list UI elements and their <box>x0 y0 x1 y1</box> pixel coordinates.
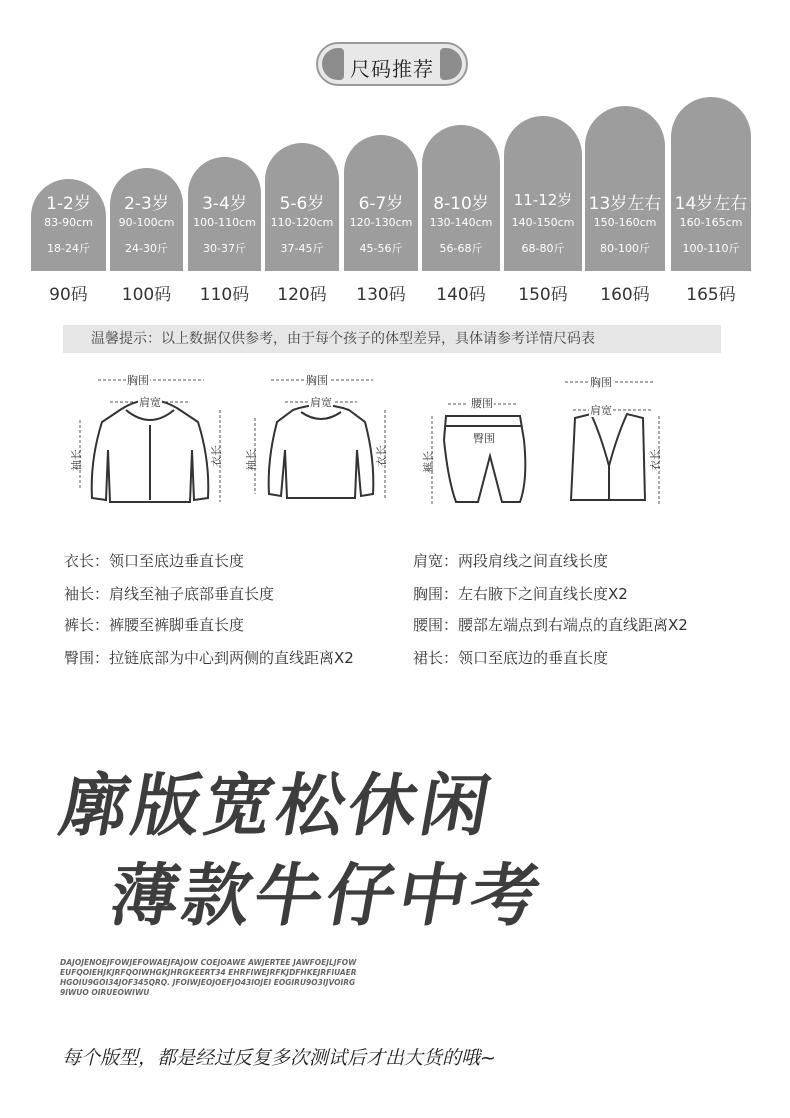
size-recommend-header <box>316 42 468 86</box>
size-age: 13岁左右 <box>588 194 662 214</box>
size-column <box>110 168 183 271</box>
vest-shoulder-label: 肩宽 <box>590 404 612 417</box>
size-code: 100码 <box>121 285 172 305</box>
size-age: 1-2岁 <box>46 194 91 214</box>
size-arch <box>265 143 339 271</box>
size-arch <box>188 157 261 271</box>
slogan-line-1: 廓版宽松休闲 <box>53 767 500 846</box>
definition-item: 腰围：腰部左端点到右端点的直线距离X2 <box>413 616 688 634</box>
size-age: 3-4岁 <box>202 194 247 214</box>
size-arch <box>31 179 106 271</box>
pants-inseam-label: 裤长 <box>422 451 435 473</box>
size-code: 140码 <box>436 285 486 305</box>
vest-length-label: 衣长 <box>649 449 662 471</box>
hoodie-diagram <box>70 370 230 520</box>
hoodie-shoulder-label: 肩宽 <box>139 396 161 409</box>
size-code: 130码 <box>356 285 406 305</box>
size-age: 6-7岁 <box>358 194 404 214</box>
size-weight: 30-37斤 <box>203 242 246 255</box>
bottom-caption: 每个版型，都是经过反复多次测试后才出大货的哦~ <box>62 1047 496 1069</box>
size-height: 150-160cm <box>593 216 657 229</box>
size-height: 140-150cm <box>511 216 575 229</box>
header-title: 尺码推荐 <box>350 57 434 81</box>
size-height: 83-90cm <box>44 216 93 229</box>
definition-item: 袖长：肩线至袖子底部垂直长度 <box>64 585 275 603</box>
definition-item: 衣长：领口至底边垂直长度 <box>64 552 245 570</box>
size-weight: 100-110斤 <box>682 242 740 255</box>
size-height: 110-120cm <box>270 216 334 229</box>
size-column <box>31 179 106 271</box>
definition-item: 胸围：左右腋下之间直线长度X2 <box>413 585 628 603</box>
sweater-shoulder-label: 肩宽 <box>310 396 332 409</box>
size-code: 160码 <box>600 285 650 305</box>
vest-chest-label: 胸围 <box>590 376 612 389</box>
size-height: 90-100cm <box>118 216 175 229</box>
size-weight: 68-80斤 <box>521 242 565 255</box>
size-weight: 37-45斤 <box>280 242 324 255</box>
size-arch <box>344 135 418 271</box>
size-arch <box>585 106 665 271</box>
size-weight: 18-24斤 <box>47 242 90 255</box>
size-code: 120码 <box>277 285 327 305</box>
definition-item: 肩宽：两段肩线之间直线长度 <box>413 552 609 570</box>
sweater-chest-label: 胸围 <box>306 374 328 387</box>
size-weight: 45-56斤 <box>359 242 403 255</box>
size-column <box>265 143 339 271</box>
size-weight: 80-100斤 <box>600 242 650 255</box>
size-height: 120-130cm <box>349 216 413 229</box>
definition-item: 臀围：拉链底部为中心到两侧的直线距离X2 <box>64 649 354 667</box>
vest-diagram <box>555 370 675 520</box>
pants-diagram <box>420 370 540 520</box>
size-height: 160-165cm <box>679 216 743 229</box>
definition-item: 裙长：领口至底边的垂直长度 <box>413 649 609 667</box>
pants-hip-label: 臀围 <box>473 432 495 445</box>
size-code: 150码 <box>518 285 568 305</box>
size-column <box>585 106 665 271</box>
sweater-sleeve-label: 袖长 <box>245 449 258 471</box>
definition-item: 裤长：裤腰至裤脚垂直长度 <box>64 616 245 634</box>
size-age: 2-3岁 <box>124 194 169 214</box>
size-column <box>671 97 751 271</box>
size-arch <box>671 97 751 271</box>
size-code: 165码 <box>686 285 736 305</box>
hoodie-sleeve-label: 袖长 <box>70 449 83 471</box>
size-height: 130-140cm <box>429 216 493 229</box>
size-arch <box>422 125 500 271</box>
size-weight: 56-68斤 <box>439 242 483 255</box>
size-age: 8-10岁 <box>433 194 489 214</box>
size-column <box>188 157 261 271</box>
hoodie-chest-label: 胸围 <box>127 374 149 387</box>
size-age: 5-6岁 <box>279 194 325 214</box>
size-age: 11-12岁 <box>513 191 573 209</box>
decorative-filler-text: DAJOJENOEJFOWJEFOWAEJFAJOW COEJOAWE AWJERTEE JAWFOEJLJFOWEUFQOIEHJKJRFQOIWHGKJHRGKEERT34 EHRFIWEJRFKJDFHKEJRFIUAERHGOIU9GOI34JOF345QRQ. JFOIWJEOJOEFJO43IOJEI EOGIRU9O3IJVOIRG9IWUO OIRUEOWIWU <box>60 958 357 997</box>
size-code: 90码 <box>49 285 88 305</box>
size-column <box>344 135 418 271</box>
size-arch <box>110 168 183 271</box>
size-weight: 24-30斤 <box>125 242 168 255</box>
size-height: 100-110cm <box>193 216 256 229</box>
sweater-length-label: 衣长 <box>375 445 388 467</box>
hoodie-length-label: 衣长 <box>210 445 223 467</box>
size-column <box>504 116 582 271</box>
size-column <box>422 125 500 271</box>
sweater-diagram <box>245 370 395 520</box>
tip-bar: 温馨提示：以上数据仅供参考，由于每个孩子的体型差异，具体请参考详情尺码表 <box>63 325 721 353</box>
slogan-line-2: 薄款牛仔中考 <box>103 857 550 936</box>
size-age: 14岁左右 <box>674 194 748 214</box>
size-code: 110码 <box>199 285 250 305</box>
pants-waist-label: 腰围 <box>471 397 493 410</box>
size-arch <box>504 116 582 271</box>
